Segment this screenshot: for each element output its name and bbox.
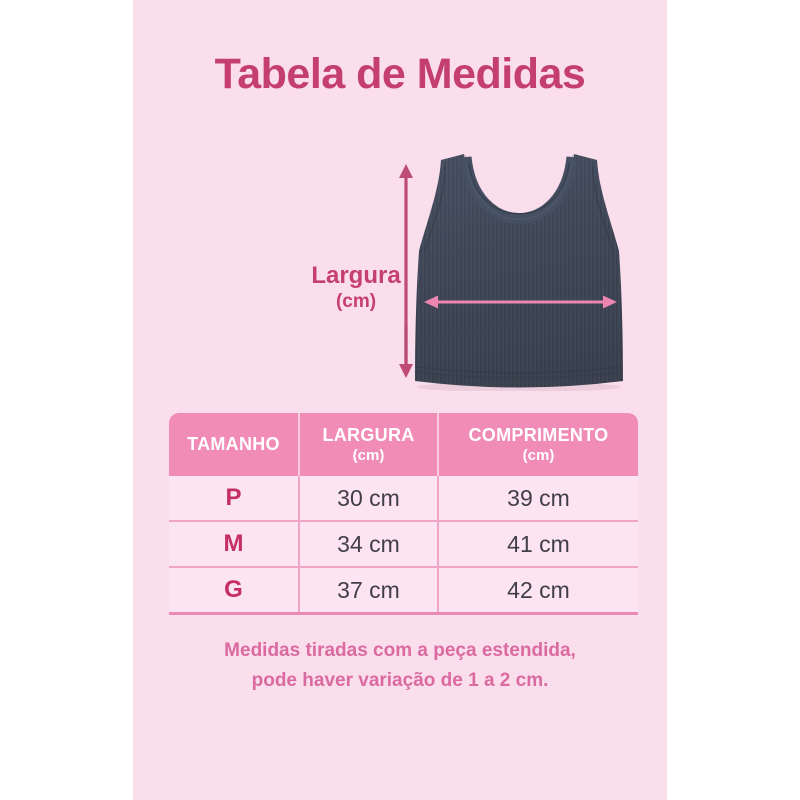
page-title: Tabela de Medidas <box>214 50 586 98</box>
table-row-g <box>169 566 638 612</box>
footer-note-line1: Medidas tiradas com a peça estendida, <box>224 640 576 661</box>
table-row-p <box>169 476 638 520</box>
size-table <box>169 413 638 615</box>
col-header-comprimento <box>437 413 638 476</box>
width-label-unit: (cm) <box>335 291 377 312</box>
comprimento-cell: 42 cm <box>437 568 638 612</box>
width-label-text: Largura <box>311 262 401 289</box>
table-body <box>169 476 638 615</box>
table-row-m <box>169 520 638 566</box>
col-header-label: LARGURA <box>322 425 415 445</box>
comprimento-cell: 39 cm <box>437 476 638 520</box>
col-header-unit: (cm) <box>522 447 555 464</box>
col-header-label: TAMANHO <box>187 434 280 454</box>
largura-cell: 30 cm <box>298 476 437 520</box>
size-cell: P <box>225 484 242 511</box>
footer-note-line2: pode haver variação de 1 a 2 cm. <box>251 670 549 691</box>
col-header-label: COMPRIMENTO <box>468 425 609 445</box>
size-cell: M <box>223 530 244 557</box>
col-header-tamanho <box>169 413 298 476</box>
width-label <box>293 262 419 314</box>
footer-note <box>133 636 667 696</box>
width-arrow <box>424 296 617 309</box>
table-header-row <box>169 413 638 476</box>
comprimento-cell: 41 cm <box>437 522 638 566</box>
col-header-largura <box>298 413 437 476</box>
largura-cell: 34 cm <box>298 522 437 566</box>
size-cell: G <box>224 576 243 603</box>
size-chart-card <box>133 0 667 800</box>
largura-cell: 37 cm <box>298 568 437 612</box>
col-header-unit: (cm) <box>352 447 385 464</box>
garment-figure <box>133 150 667 410</box>
